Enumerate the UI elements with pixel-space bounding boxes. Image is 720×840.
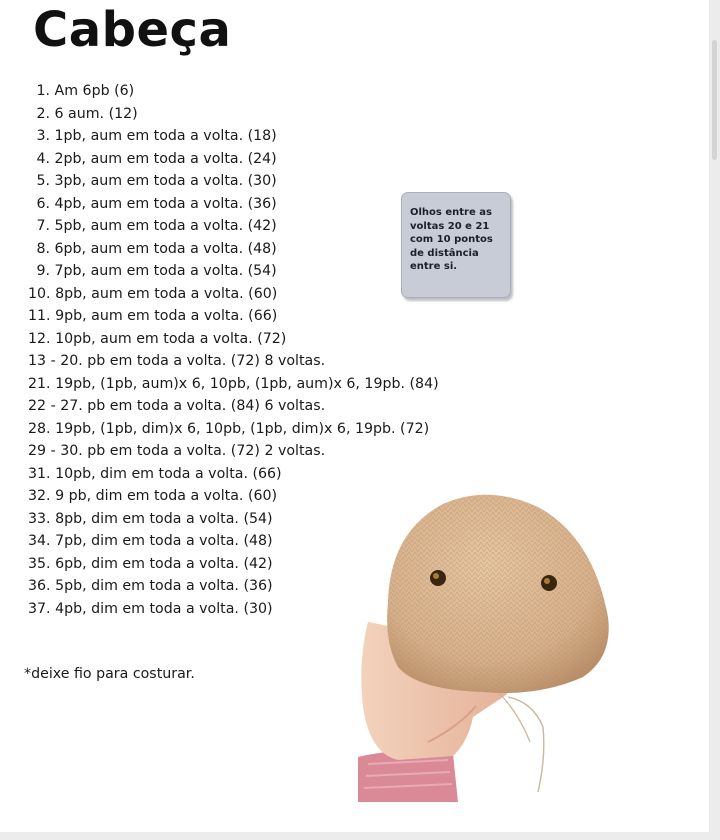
crochet-head-photo (358, 492, 618, 802)
callout-line: com 10 pontos (410, 234, 493, 245)
step-28 (28, 418, 439, 441)
step-number: 6. (36, 195, 50, 212)
step-number: 35. (28, 555, 51, 572)
step-31 (28, 463, 439, 486)
step-text: 5pb, dim em toda a volta. (36) (55, 578, 273, 594)
step-number: 33. (28, 510, 51, 527)
step-text: 2pb, aum em toda a volta. (24) (54, 150, 277, 167)
step-number: 9. (36, 263, 50, 279)
step-number: 12. (28, 330, 51, 347)
step-number: 29 - 30. (28, 443, 83, 459)
step-1 (28, 80, 439, 103)
page-title: Cabeça (33, 2, 232, 58)
step-6 (28, 193, 439, 216)
step-number: 13 - 20. (28, 353, 83, 369)
step-text: 6pb, aum em toda a volta. (48) (54, 240, 277, 257)
step-12 (28, 328, 439, 351)
step-text: Am 6pb (6) (54, 83, 135, 99)
step-text: pb em toda a volta. (72) 2 voltas. (87, 443, 326, 459)
step-text: 7pb, aum em toda a volta. (54) (54, 263, 277, 279)
step-29-30 (28, 440, 439, 463)
step-number: 34. (28, 533, 51, 549)
step-text: 6 aum. (12) (54, 105, 138, 122)
step-text: 3pb, aum em toda a volta. (30) (54, 173, 277, 189)
eye-placement-note (401, 192, 511, 298)
step-number: 10. (28, 285, 51, 302)
step-number: 3. (36, 128, 50, 144)
step-text: 19pb, (1pb, dim)x 6, 10pb, (1pb, dim)x 6, 19pb. (72) (55, 420, 430, 437)
step-9 (28, 260, 439, 283)
step-text: 4pb, dim em toda a volta. (30) (55, 600, 273, 617)
step-text: 8pb, aum em toda a volta. (60) (55, 285, 278, 302)
step-text: 7pb, dim em toda a volta. (48) (55, 533, 273, 549)
step-number: 22 - 27. (28, 398, 83, 414)
callout-line: de distância (410, 247, 479, 259)
callout-line: voltas 20 e 21 (410, 220, 490, 232)
callout-line: entre si. (410, 261, 458, 272)
step-text: 10pb, dim em toda a volta. (66) (55, 465, 282, 482)
step-number: 11. (28, 308, 51, 324)
step-number: 28. (28, 420, 51, 437)
step-number: 8. (36, 240, 50, 257)
step-11 (28, 305, 439, 328)
step-4 (28, 148, 439, 171)
callout-line: Olhos entre as (410, 207, 492, 218)
step-text: pb em toda a volta. (72) 8 voltas. (87, 353, 326, 369)
step-number: 31. (28, 465, 51, 482)
step-text: 6pb, dim em toda a volta. (42) (55, 555, 273, 572)
step-22-27 (28, 395, 439, 418)
step-text: 19pb, (1pb, aum)x 6, 10pb, (1pb, aum)x 6, 19pb. (84) (55, 375, 439, 392)
step-text: 1pb, aum em toda a volta. (18) (54, 128, 277, 144)
step-text: 9 pb, dim em toda a volta. (60) (55, 488, 278, 504)
step-number: 4. (36, 150, 50, 167)
step-number: 2. (36, 105, 50, 122)
step-3 (28, 125, 439, 148)
scrollbar-thumb[interactable] (712, 40, 717, 160)
step-text: 10pb, aum em toda a volta. (72) (55, 330, 287, 347)
step-number: 7. (36, 218, 50, 234)
step-text: 5pb, aum em toda a volta. (42) (54, 218, 277, 234)
step-number: 21. (28, 375, 51, 392)
step-7 (28, 215, 439, 238)
step-number: 37. (28, 600, 51, 617)
step-number: 5. (36, 173, 50, 189)
step-number: 1. (36, 83, 50, 99)
step-text: 4pb, aum em toda a volta. (36) (54, 195, 277, 212)
step-8 (28, 238, 439, 261)
finishing-note: *deixe fio para costurar. (24, 666, 195, 682)
step-21 (28, 373, 439, 396)
step-2 (28, 103, 439, 126)
step-text: 9pb, aum em toda a volta. (66) (55, 308, 278, 324)
step-text: 8pb, dim em toda a volta. (54) (55, 510, 273, 527)
step-5 (28, 170, 439, 193)
step-text: pb em toda a volta. (84) 6 voltas. (87, 398, 326, 414)
step-10 (28, 283, 439, 306)
step-number: 36. (28, 578, 51, 594)
step-13-20 (28, 350, 439, 373)
step-number: 32. (28, 488, 51, 504)
